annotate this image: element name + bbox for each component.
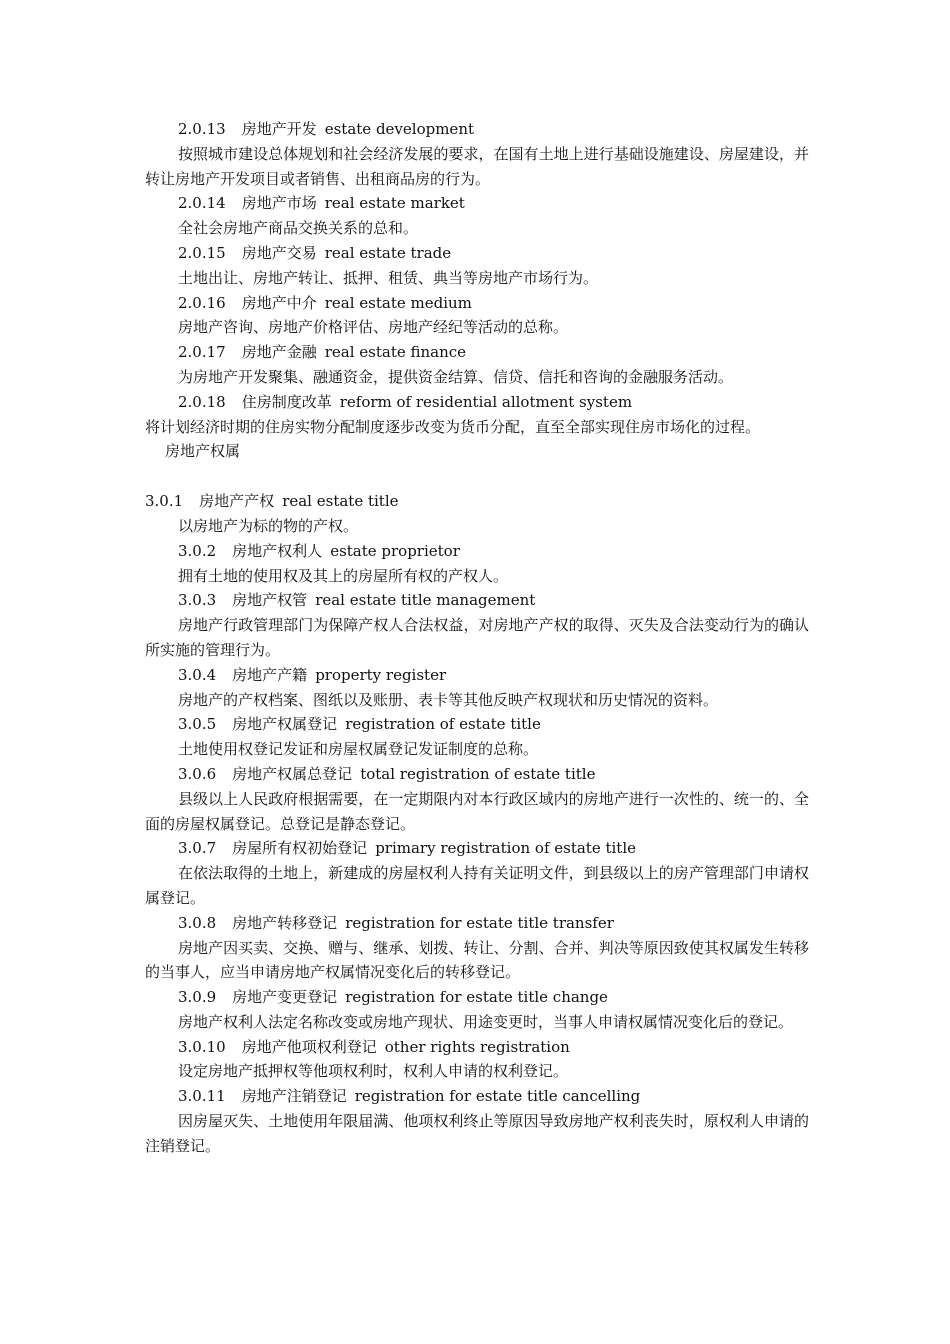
term-definition: 房地产因买卖、交换、赠与、继承、划拨、转让、分割、合并、判决等原因致使其权属发生转移的当事人，应当申请房地产权属情况变化后的转移登记。 <box>145 938 809 982</box>
term-number: 2.0.18 <box>178 392 226 411</box>
term-number: 3.0.10 <box>178 1037 226 1056</box>
term-chinese: 房地产权属登记 <box>232 715 338 734</box>
term-definition: 为房地产开发聚集、融通资金，提供资金结算、信贷、信托和咨询的金融服务活动。 <box>178 367 734 386</box>
term-chinese: 房地产开发 <box>241 120 317 138</box>
term-number: 3.0.9 <box>178 988 217 1007</box>
term-definition: 全社会房地产商品交换关系的总和。 <box>178 219 419 238</box>
term-english: real estate title <box>282 492 399 511</box>
term-heading <box>145 539 809 564</box>
term-chinese: 房屋所有权初始登记 <box>232 839 368 858</box>
term-heading <box>145 762 809 787</box>
term-english: real estate medium <box>324 293 472 312</box>
term-heading <box>145 985 809 1010</box>
term-heading <box>145 191 809 216</box>
term-heading <box>145 1084 809 1109</box>
term-chinese: 住房制度改革 <box>241 392 332 411</box>
section-spacer <box>145 464 809 489</box>
terms-section-2 <box>145 117 809 390</box>
term-definition: 房地产的产权档案、图纸以及账册、表卡等其他反映产权现状和历史情况的资料。 <box>178 690 719 709</box>
term-english: registration for estate title transfer <box>345 913 614 932</box>
term-heading <box>145 241 809 266</box>
term-english: real estate market <box>324 194 465 213</box>
term-english: real estate trade <box>324 243 452 262</box>
term-number: 3.0.4 <box>178 665 217 684</box>
term-english: real estate finance <box>324 343 467 362</box>
term-definition: 以房地产为标的物的产权。 <box>178 516 359 535</box>
term-number: 2.0.15 <box>178 243 226 262</box>
term-chinese: 房地产产籍 <box>232 665 308 684</box>
term-definition: 拥有土地的使用权及其上的房屋所有权的产权人。 <box>178 566 509 585</box>
term-heading <box>145 911 809 936</box>
term-english: estate development <box>324 120 475 138</box>
term-number: 3.0.5 <box>178 715 217 734</box>
term-english: real estate title management <box>315 591 536 610</box>
terms-section-3 <box>145 539 809 1159</box>
term-chinese: 房地产注销登记 <box>241 1087 347 1106</box>
term-definition: 房地产咨询、房地产价格评估、房地产经纪等活动的总称。 <box>178 318 569 337</box>
term-definition: 房地产行政管理部门为保障产权人合法权益，对房地产产权的取得、灭失及合法变动行为的确认所实施的管理行为。 <box>145 616 809 659</box>
term-heading <box>145 340 809 365</box>
term-english: primary registration of estate title <box>375 839 637 858</box>
term-heading <box>145 588 809 613</box>
term-heading <box>145 663 809 688</box>
term-number: 2.0.14 <box>178 194 226 213</box>
term-number: 3.0.7 <box>178 839 217 858</box>
term-definition: 土地出让、房地产转让、抵押、租赁、典当等房地产市场行为。 <box>178 268 599 287</box>
term-definition: 在依法取得的土地上，新建成的房屋权利人持有关证明文件，到县级以上的房产管理部门申请权属登记。 <box>145 864 809 907</box>
term-chinese: 房地产转移登记 <box>232 913 338 932</box>
term-heading <box>145 489 809 514</box>
term-english: property register <box>315 665 447 684</box>
term-number: 3.0.3 <box>178 591 217 610</box>
term-heading <box>145 117 809 142</box>
term-number: 2.0.13 <box>178 120 226 138</box>
term-number: 3.0.11 <box>178 1087 226 1106</box>
term-heading <box>145 390 809 415</box>
term-number: 3.0.1 <box>145 492 184 511</box>
page-content <box>145 117 809 1159</box>
term-english: total registration of estate title <box>360 764 596 783</box>
term-heading <box>145 836 809 861</box>
term-definition: 房地产权利人法定名称改变或房地产现状、用途变更时，当事人申请权属情况变化后的登记。 <box>178 1012 794 1031</box>
term-chinese: 房地产权管 <box>232 591 308 610</box>
term-definition: 县级以上人民政府根据需要，在一定期限内对本行政区域内的房地产进行一次性的、统一的、全面的房屋权属登记。总登记是静态登记。 <box>145 789 809 833</box>
term-number: 2.0.16 <box>178 293 226 312</box>
term-number: 3.0.2 <box>178 541 217 560</box>
term-heading <box>145 291 809 316</box>
term-chinese: 房地产交易 <box>241 243 317 262</box>
term-definition: 因房屋灭失、土地使用年限届满、他项权利终止等原因导致房地产权利丧失时，原权利人申请的注销登记。 <box>145 1112 809 1155</box>
term-definition: 将计划经济时期的住房实物分配制度逐步改变为货币分配，直至全部实现住房市场化的过程。 <box>145 417 761 436</box>
term-chinese: 房地产他项权利登记 <box>241 1037 377 1056</box>
term-english: other rights registration <box>384 1037 570 1056</box>
term-chinese: 房地产市场 <box>241 194 317 213</box>
term-english: registration for estate title cancelling <box>354 1087 641 1106</box>
term-chinese: 房地产权属总登记 <box>232 764 353 783</box>
term-number: 2.0.17 <box>178 343 226 362</box>
term-chinese: 房地产权利人 <box>232 541 323 560</box>
term-chinese: 房地产产权 <box>199 492 275 511</box>
term-english: registration of estate title <box>345 715 541 734</box>
term-english: registration for estate title change <box>345 988 608 1007</box>
section-heading: 房地产权属 <box>165 442 241 461</box>
term-english: reform of residential allotment system <box>339 392 633 411</box>
term-number: 3.0.8 <box>178 913 217 932</box>
term-definition: 设定房地产抵押权等他项权利时，权利人申请的权利登记。 <box>178 1062 569 1081</box>
term-heading <box>145 712 809 737</box>
term-chinese: 房地产中介 <box>241 293 317 312</box>
term-definition: 土地使用权登记发证和房屋权属登记发证制度的总称。 <box>178 740 539 759</box>
term-chinese: 房地产金融 <box>241 343 317 362</box>
term-definition: 按照城市建设总体规划和社会经济发展的要求，在国有土地上进行基础设施建设、房屋建设，并转让房地产开发项目或者销售、出租商品房的行为。 <box>145 144 809 188</box>
term-number: 3.0.6 <box>178 764 217 783</box>
term-heading <box>145 1035 809 1060</box>
term-english: estate proprietor <box>330 541 460 560</box>
term-chinese: 房地产变更登记 <box>232 988 338 1007</box>
